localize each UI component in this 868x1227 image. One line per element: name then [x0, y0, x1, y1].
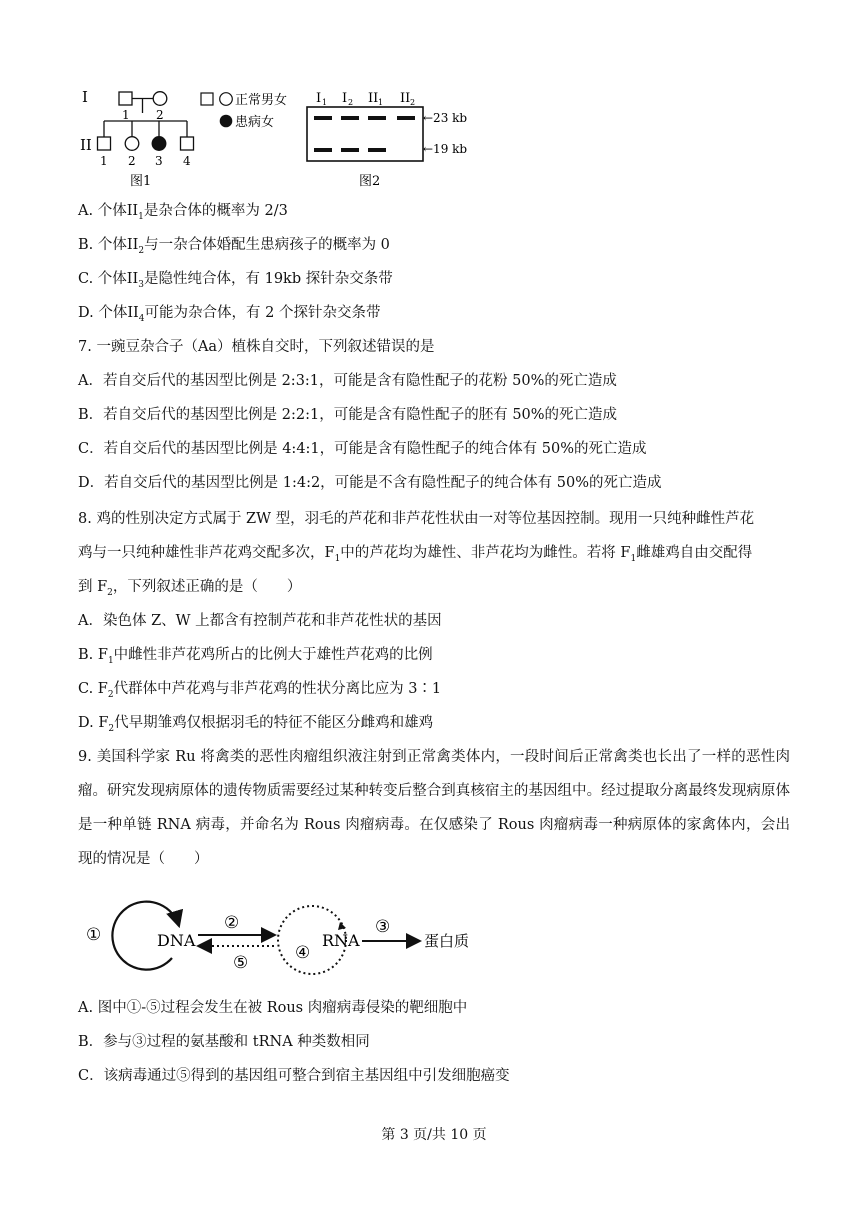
pedigree-male-I1 [119, 92, 132, 105]
generation-label-2: II [80, 136, 92, 154]
band-II2-23kb [397, 116, 415, 120]
lane-label-1: I [316, 91, 322, 106]
q7-option-b: B．若自交后代的基因型比例是 2:2:1，可能是含有隐性配子的胚有 50%的死亡造成 [78, 407, 618, 423]
band-II1-23kb [368, 116, 386, 120]
pedigree-figure-1 [80, 88, 287, 189]
gel-frame [307, 107, 423, 161]
q8-option-c: C. $F_2$代群体中芦花鸡与非芦花鸡的性状分离比应为 3∶1 [78, 681, 442, 700]
q8-stem-line-1: 8. 鸡的性别决定方式属于 ZW 型，羽毛的芦花和非芦花性状由一对等位基因控制。现用一只纯种雌性芦花 [78, 511, 755, 527]
pedigree-female-I2 [153, 92, 167, 106]
q6-option-c: C. 个体$II_3$是隐性纯合体，有 19kb 探针杂交条带 [78, 271, 393, 290]
figure-1-caption: 图1 [130, 174, 152, 189]
lane-sub-1: 1 [322, 98, 328, 107]
q7-option-c: C．若自交后代的基因型比例是 4:4:1，可能是含有隐性配子的纯合体有 50%的死亡造成 [78, 441, 647, 457]
process-4-label: ④ [295, 943, 311, 963]
pedigree-female-II2 [125, 137, 139, 151]
pedigree-num-II3: 3 [155, 154, 163, 168]
rna-label: RNA [322, 931, 360, 950]
central-dogma-diagram [78, 898, 498, 978]
lane-label-3: II [368, 91, 379, 106]
figure-2-caption: 图2 [359, 174, 381, 189]
q8-option-a: A．染色体 Z、W 上都含有控制芦花和非芦花性状的基因 [78, 613, 442, 629]
pedigree-num-II4: 4 [183, 154, 191, 168]
pedigree-num-II2: 2 [128, 154, 136, 168]
pedigree-num-I2: 2 [156, 108, 164, 122]
protein-label: 蛋白质 [424, 932, 470, 950]
q6-option-a: A. 个体$II_1$是杂合体的概率为 2/3 [78, 203, 288, 222]
q9-option-a: A. 图中①-⑤过程会发生在被 Rous 肉瘤病毒侵染的靶细胞中 [78, 1000, 468, 1016]
band-II1-19kb [368, 148, 386, 152]
lane-sub-2: 2 [348, 98, 354, 107]
q8-stem-line-2: 鸡与一只纯种雄性非芦花鸡交配多次，$F_1$中的芦花均为雄性、非芦花均为雌性。若将 $F_1$雌雄鸡自由交配得 [78, 545, 753, 564]
q7-stem: 7. 一豌豆杂合子（Aa）植株自交时，下列叙述错误的是 [78, 339, 435, 355]
q7-option-d: D．若自交后代的基因型比例是 1:4:2，可能是不含有隐性配子的纯合体有 50%的死亡造成 [78, 475, 662, 491]
pedigree-male-II1 [98, 137, 111, 150]
pedigree-num-II1: 1 [100, 154, 108, 168]
q7-option-a: A．若自交后代的基因型比例是 2:3:1，可能是含有隐性配子的花粉 50%的死亡造成 [78, 373, 617, 389]
band-I1-19kb [314, 148, 332, 152]
legend-affected-label: 患病女 [235, 115, 275, 130]
legend-affected-female-icon [220, 115, 233, 128]
legend-normal-female-icon [220, 93, 233, 106]
lane-sub-3: 1 [378, 98, 384, 107]
lane-label-2: I [342, 91, 348, 106]
band-I2-19kb [341, 148, 359, 152]
band-size-19kb: ←19 kb [423, 142, 468, 156]
gel-figure-2 [307, 91, 467, 189]
page-number-footer: 第 3 页/共 10 页 [381, 1127, 487, 1143]
q6-option-d: D. 个体$II_4$可能为杂合体，有 2 个探针杂交条带 [78, 305, 381, 324]
pedigree-male-II4 [181, 137, 194, 150]
generation-label-1: I [82, 88, 88, 106]
lane-sub-4: 2 [410, 98, 416, 107]
q8-stem-line-3: 到 $F_2$，下列叙述正确的是（ ） [78, 579, 302, 598]
process-3-label: ③ [375, 917, 391, 937]
process-1-label: ① [86, 925, 102, 945]
q8-option-d: D. $F_2$代早期雏鸡仅根据羽毛的特征不能区分雌鸡和雄鸡 [78, 715, 434, 734]
dna-label: DNA [157, 931, 196, 950]
pedigree-affected-female-II3 [152, 137, 166, 151]
process-2-label: ② [224, 913, 240, 933]
band-size-23kb: ←23 kb [423, 111, 468, 125]
lane-label-4: II [400, 91, 411, 106]
legend-normal-male-icon [201, 93, 213, 105]
process-5-label: ⑤ [233, 953, 249, 973]
q8-option-b: B. $F_1$中雌性非芦花鸡所占的比例大于雄性芦花鸡的比例 [78, 647, 433, 666]
legend-normal-label: 正常男女 [235, 93, 288, 108]
pedigree-and-gel-figures [78, 82, 498, 192]
band-I2-23kb [341, 116, 359, 120]
q9-option-c: C．该病毒通过⑤得到的基因组可整合到宿主基因组中引发细胞癌变 [78, 1068, 510, 1084]
q6-option-b: B. 个体$II_2$与一杂合体婚配生患病孩子的概率为 0 [78, 237, 390, 256]
pedigree-num-I1: 1 [122, 108, 130, 122]
q9-option-b: B．参与③过程的氨基酸和 tRNA 种类数相同 [78, 1034, 370, 1050]
q9-stem: 9. 美国科学家 Ru 将禽类的恶性肉瘤组织液注射到正常禽类体内，一段时间后正常禽类也长出了一样的恶性肉瘤。研究发现病原体的遗传物质需要经过某种转变后整合到真核宿主的基因组中。经过提取分离最终发现病原体是一种单链 RNA 病毒，并命名为 Rous 肉瘤病毒。在仅感染了 Rous 肉瘤病毒一种病原体的家禽体内，会出现的情况是（ ） [78, 749, 790, 867]
band-I1-23kb [314, 116, 332, 120]
